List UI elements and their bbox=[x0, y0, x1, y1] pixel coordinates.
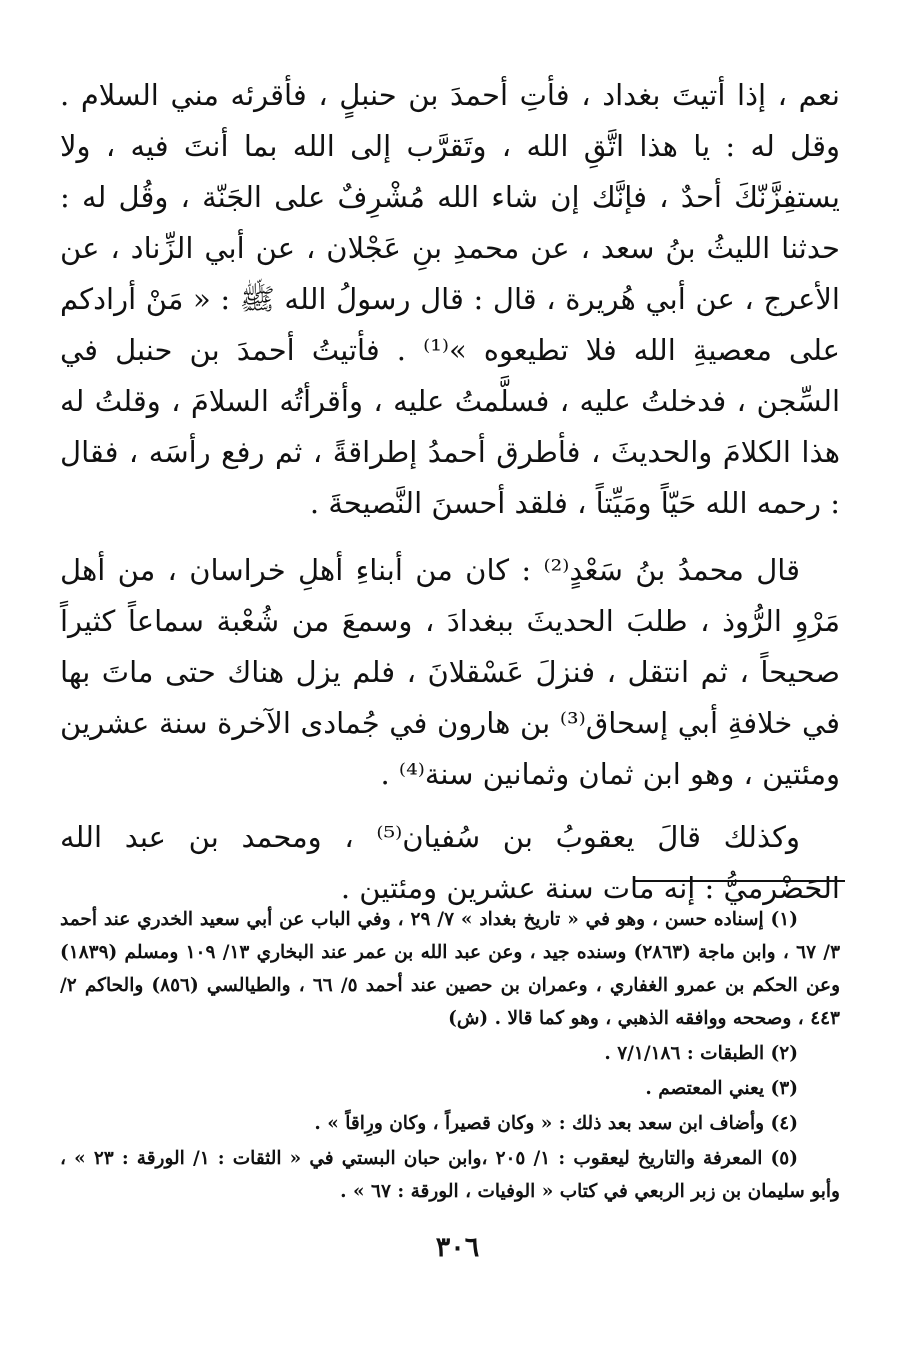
footnote-5: (٥) المعرفة والتاريخ ليعقوب : ١/ ٢٠٥ ،وابن حبان البستي في « الثقات : ١/ الورقة : ٢٣ » ، وأبو سليمان بن زبر الربعي في كتاب « الوفيات ، الورقة : ٦٧ » . bbox=[60, 1148, 840, 1202]
paragraph-2: قال محمدُ بنُ سَعْدٍ⁽²⁾ : كان من أبناءِ أهلِ خراسان ، من أهل مَرْوِ الرُّوذ ، طلبَ الحديثَ ببغدادَ ، وسمعَ من شُعْبة سماعاً كثيراً صحيحاً ، ثم انتقل ، فنزلَ عَسْقلانَ ، فلم يزل هناك حتى ماتَ بها في خلافةِ أبي إسحاق⁽³⁾ بن هارون في جُمادى الآخرة سنة عشرين ومئتين ، وهو ابن ثمان وثمانين سنة⁽⁴⁾ . bbox=[60, 553, 841, 791]
footnote-3: (٣) يعني المعتصم . bbox=[645, 1078, 798, 1099]
footnote-1: (١) إسناده حسن ، وهو في « تاريخ بغداد » ٧/ ٢٩ ، وفي الباب عن أبي سعيد الخدري عند أحمد ٣/ ٦٧ ، وابن ماجة (٢٨٦٣) وسنده جيد ، وعن عبد الله بن عمر عند البخاري ١٣/ ١٠٩ ومسلم (١٨٣٩) وعن الحكم بن عمرو الغفاري ، وعمران بن حصين عند أحمد ٥/ ٦٦ ، والطيالسي (٨٥٦) والحاكم ٢/ ٤٤٣ ، وصححه ووافقه الذهبي ، وهو كما قالا . (ش) bbox=[60, 909, 840, 1029]
footnote-2: (٢) الطبقات : ٧/١/١٨٦ . bbox=[604, 1043, 798, 1064]
main-text bbox=[60, 70, 840, 914]
page-content bbox=[60, 70, 840, 914]
footnote-4: (٤) وأضاف ابن سعد بعد ذلك : « وكان قصيراً ، وكان ورِاقاً » . bbox=[314, 1113, 798, 1134]
paragraph-1: نعم ، إذا أتيتَ بغداد ، فأتِ أحمدَ بن حنبلٍ ، فأقرئه مني السلام . وقل له : يا هذا اتَّقِ الله ، وتَقرَّب إلى الله بما أنتَ فيه ، ولا يستفِزَّنّكَ أحدٌ ، فإنَّك إن شاء الله مُشْرِفٌ على الجَنّة ، وقُل له : حدثنا الليثُ بنُ سعد ، عن محمدِ بنِ عَجْلان ، عن أبي الزِّناد ، عن الأعرج ، عن أبي هُريرة ، قال : قال رسولُ الله ﷺ : « مَنْ أرادكم على معصيةِ الله فلا تطيعوه »⁽¹⁾ . فأتيتُ أحمدَ بن حنبل في السِّجن ، فدخلتُ عليه ، فسلَّمتُ عليه ، وأقرأتُه السلامَ ، وقلتُ له هذا الكلامَ والحديثَ ، فأطرق أحمدُ إطراقةً ، ثم رفع رأسَه ، فقال : رحمه الله حَيّاً ومَيِّتاً ، فلقد أحسنَ النَّصيحةَ . bbox=[60, 78, 840, 520]
footnote-separator bbox=[635, 880, 845, 882]
page-number: ٣٠٦ bbox=[435, 1232, 480, 1263]
paragraph-3: وكذلك قالَ يعقوبُ بن سُفيان⁽⁵⁾ ، ومحمد بن عبد الله الحَضْرميُّ : إنه مات سنة عشرين ومئتين . bbox=[60, 820, 840, 905]
footnotes bbox=[60, 903, 840, 1210]
